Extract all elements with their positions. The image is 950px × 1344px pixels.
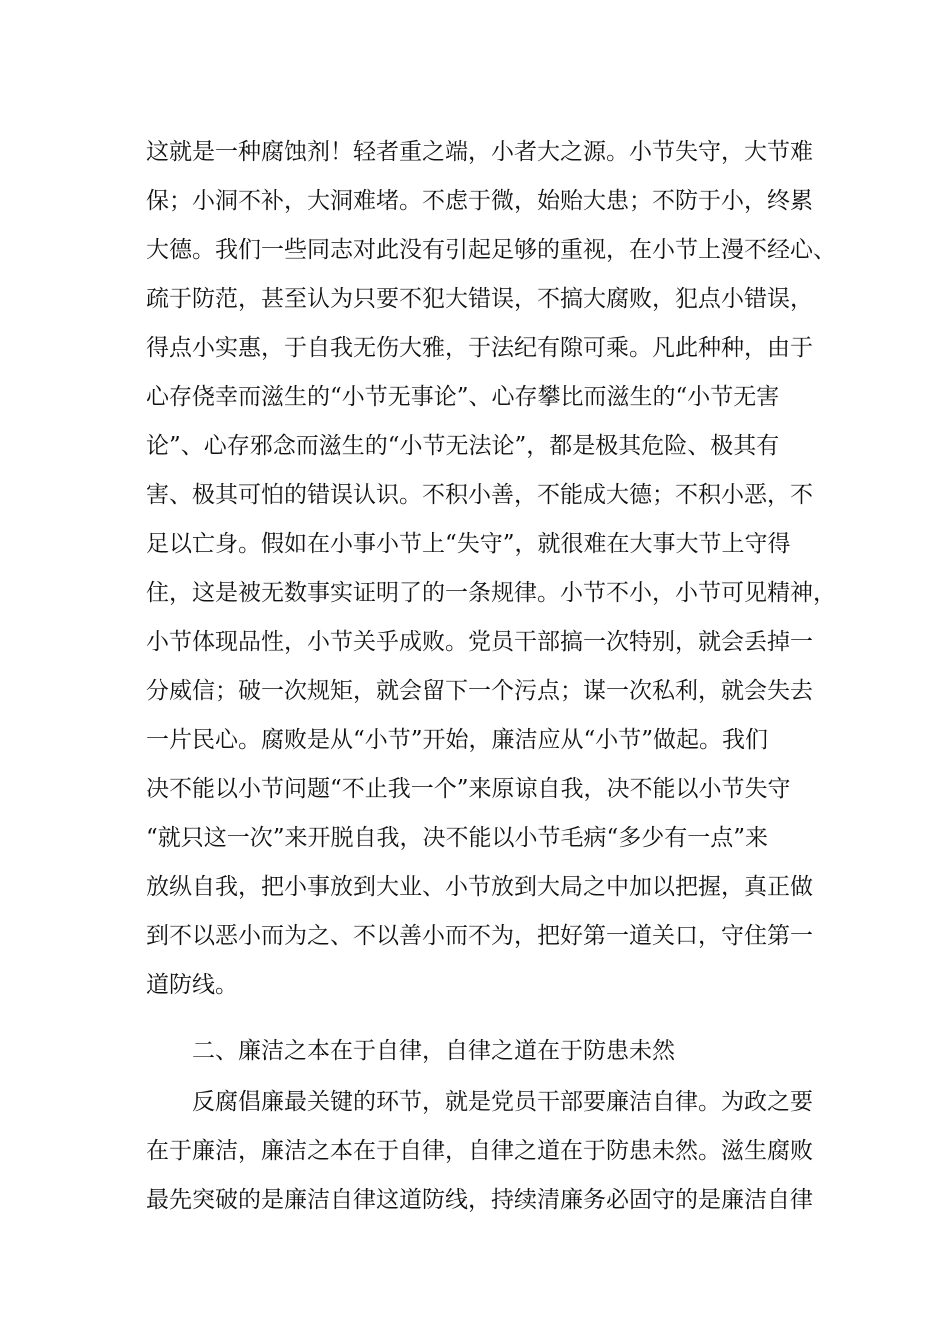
text-line: 住，这是被无数事实证明了的一条规律。小节不小，小节可见精神， — [146, 580, 836, 606]
text-line: 最先突破的是廉洁自律这道防线，持续清廉务必固守的是廉洁自律 — [146, 1187, 813, 1213]
section-heading: 二、廉洁之本在于自律，自律之道在于防患未然 — [192, 1038, 675, 1064]
text-line: 到不以恶小而为之、不以善小而不为，把好第一道关口，守住第一 — [146, 923, 813, 949]
text-line: 一片民心。腐败是从“小节”开始，廉洁应从“小节”做起。我们 — [146, 727, 769, 753]
text-line: 在于廉洁，廉洁之本在于自律，自律之道在于防患未然。滋生腐败 — [146, 1138, 813, 1164]
text-line: 决不能以小节问题“不止我一个”来原谅自我，决不能以小节失守 — [146, 776, 791, 802]
text-line: 小节体现品性，小节关乎成败。党员干部搞一次特别，就会丢掉一 — [146, 629, 813, 655]
text-line: 反腐倡廉最关键的环节，就是党员干部要廉洁自律。为政之要 — [192, 1089, 813, 1115]
text-line: 心存侥幸而滋生的“小节无事论”、心存攀比而滋生的“小节无害 — [146, 384, 780, 410]
text-line: 大德。我们一些同志对此没有引起足够的重视，在小节上漫不经心、 — [146, 237, 836, 263]
text-line: 害、极其可怕的错误认识。不积小善，不能成大德；不积小恶，不 — [146, 482, 813, 508]
text-line: 放纵自我，把小事放到大业、小节放到大局之中加以把握，真正做 — [146, 874, 813, 900]
text-line: 论”、心存邪念而滋生的“小节无法论”，都是极其危险、极其有 — [146, 433, 780, 459]
text-line: 分威信；破一次规矩，就会留下一个污点；谋一次私利，就会失去 — [146, 678, 813, 704]
text-line: 疏于防范，甚至认为只要不犯大错误，不搞大腐败，犯点小错误， — [146, 286, 813, 312]
text-line: 这就是一种腐蚀剂！轻者重之端，小者大之源。小节失守，大节难 — [146, 139, 813, 165]
text-line: 道防线。 — [146, 972, 238, 998]
text-line: 足以亡身。假如在小事小节上“失守”，就很难在大事大节上守得 — [146, 531, 791, 557]
text-line: 得点小实惠，于自我无伤大雅，于法纪有隙可乘。凡此种种，由于 — [146, 335, 813, 361]
text-line: “就只这一次”来开脱自我，决不能以小节毛病“多少有一点”来 — [146, 825, 769, 851]
text-line: 保；小洞不补，大洞难堵。不虑于微，始贻大患；不防于小，终累 — [146, 188, 813, 214]
